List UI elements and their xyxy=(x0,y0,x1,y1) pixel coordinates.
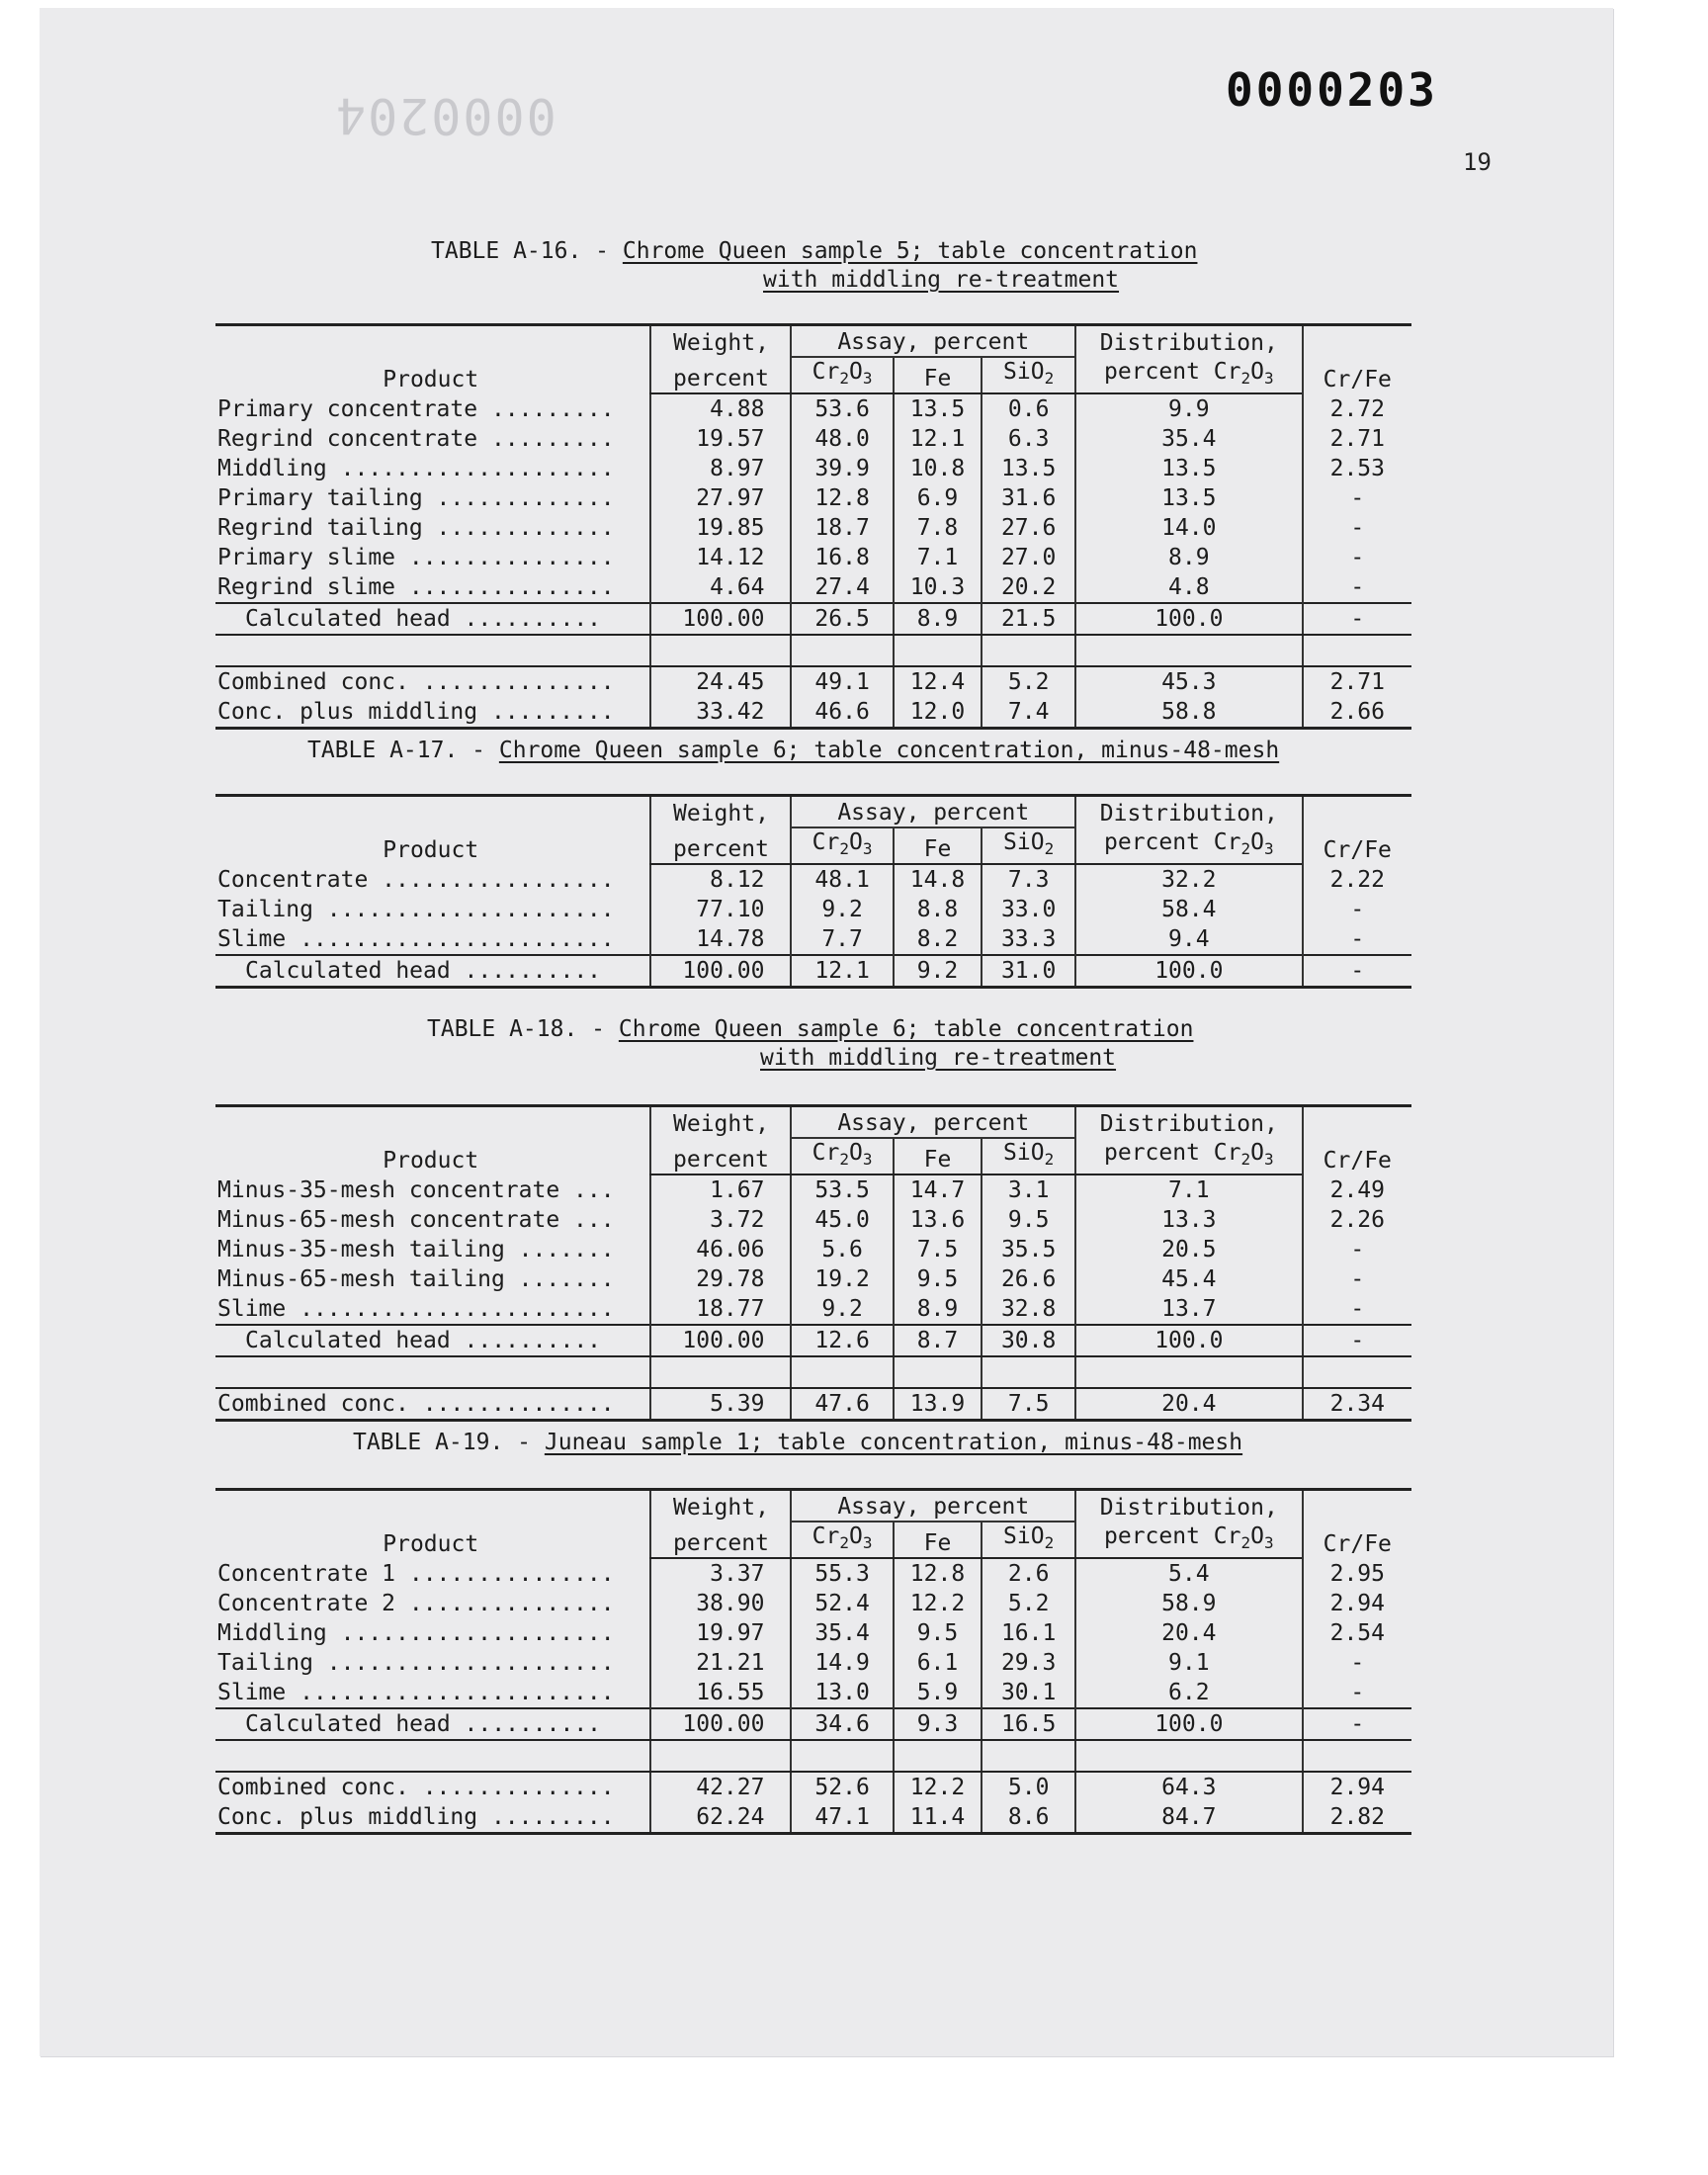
cell-weight: 18.77 xyxy=(650,1294,791,1325)
cell-cr2o3: 34.6 xyxy=(791,1708,893,1740)
cell-product: Concentrate 2 ............... xyxy=(217,1591,615,1616)
cell-product: Regrind concentrate ......... xyxy=(217,426,615,452)
table-row xyxy=(215,483,1411,513)
data-table-a-18 xyxy=(215,1104,1411,1422)
cell-product: Minus-65-mesh tailing ....... xyxy=(217,1266,615,1292)
cell-fe: 13.6 xyxy=(894,1205,982,1235)
cell-sio2: 6.3 xyxy=(982,424,1075,454)
header-weight-unit: percent xyxy=(650,357,791,393)
table-row-calculated-head xyxy=(215,1325,1411,1356)
table-divider xyxy=(215,1356,1411,1388)
cell-distribution: 58.4 xyxy=(1075,895,1303,924)
cell-weight: 14.78 xyxy=(650,924,791,955)
table-row xyxy=(215,424,1411,454)
cell-product: Calculated head .......... xyxy=(215,955,650,988)
table-row-calculated-head xyxy=(215,603,1411,635)
table-row xyxy=(215,1235,1411,1264)
cell-fe: 14.8 xyxy=(894,864,982,895)
table-caption-prefix: TABLE A-18. - xyxy=(427,1016,619,1042)
header-weight: Weight, xyxy=(650,1490,791,1522)
cell-crfe: - xyxy=(1303,955,1411,988)
table-row xyxy=(215,1558,1411,1589)
cell-crfe: 2.34 xyxy=(1303,1388,1411,1421)
cell-distribution: 14.0 xyxy=(1075,513,1303,543)
cell-sio2: 5.0 xyxy=(982,1772,1075,1802)
table-caption-title: Chrome Queen sample 6; table concentration xyxy=(618,1016,1194,1042)
header-sio2: SiO$_2$ xyxy=(982,827,1075,864)
cell-product: Minus-35-mesh tailing ....... xyxy=(217,1237,615,1262)
data-table-a-19 xyxy=(215,1488,1411,1835)
cell-fe: 7.1 xyxy=(894,543,982,572)
cell-fe: 14.7 xyxy=(894,1174,982,1205)
cell-fe: 11.4 xyxy=(894,1802,982,1834)
cell-crfe: - xyxy=(1303,483,1411,513)
cell-product: Regrind tailing ............. xyxy=(217,515,615,541)
cell-fe: 13.9 xyxy=(894,1388,982,1421)
table-row-calculated-head xyxy=(215,955,1411,988)
header-assay: Assay, percent xyxy=(791,1490,1075,1522)
cell-distribution: 100.0 xyxy=(1075,603,1303,635)
header-fe: Fe xyxy=(894,827,982,864)
cell-product: Primary concentrate ......... xyxy=(217,395,615,422)
cell-product: Conc. plus middling ......... xyxy=(215,697,650,729)
cell-distribution: 100.0 xyxy=(1075,1325,1303,1356)
cell-crfe: - xyxy=(1303,895,1411,924)
table-row xyxy=(215,1589,1411,1618)
cell-weight: 4.88 xyxy=(650,393,791,424)
table-caption-title-line2: with middling re-treatment xyxy=(760,1045,1117,1071)
cell-fe: 12.4 xyxy=(894,666,982,697)
cell-crfe: - xyxy=(1303,1708,1411,1740)
table-row xyxy=(215,572,1411,603)
table-row-summary xyxy=(215,1388,1411,1421)
cell-crfe: - xyxy=(1303,924,1411,955)
cell-cr2o3: 12.6 xyxy=(791,1325,893,1356)
header-distribution: Distribution, xyxy=(1075,1106,1303,1139)
table-caption-prefix: TABLE A-17. - xyxy=(307,738,499,763)
header-distribution-unit: percent $Cr_2O_3$ xyxy=(1075,357,1303,393)
cell-crfe: 2.53 xyxy=(1303,454,1411,483)
cell-sio2: 31.6 xyxy=(982,483,1075,513)
cell-product: Combined conc. .............. xyxy=(217,669,615,695)
cell-weight: 33.42 xyxy=(650,697,791,729)
header-product: Product xyxy=(215,1490,650,1559)
table-divider xyxy=(215,635,1411,666)
cell-sio2: 0.6 xyxy=(982,393,1075,424)
cell-distribution: 9.9 xyxy=(1075,393,1303,424)
header-weight-unit: percent xyxy=(650,827,791,864)
cell-fe: 6.1 xyxy=(894,1648,982,1678)
data-table-a-17 xyxy=(215,794,1411,989)
cell-weight: 19.97 xyxy=(650,1618,791,1648)
cell-cr2o3: 48.0 xyxy=(791,424,893,454)
cell-distribution: 45.3 xyxy=(1075,666,1303,697)
cell-sio2: 3.1 xyxy=(982,1174,1075,1205)
cell-product: Conc. plus middling ......... xyxy=(215,1802,650,1834)
cell-crfe: 2.71 xyxy=(1303,424,1411,454)
cell-sio2: 30.1 xyxy=(982,1678,1075,1708)
cell-crfe: 2.72 xyxy=(1303,393,1411,424)
cell-sio2: 21.5 xyxy=(982,603,1075,635)
table-row xyxy=(215,895,1411,924)
cell-fe: 6.9 xyxy=(894,483,982,513)
table-row xyxy=(215,864,1411,895)
cell-sio2: 7.4 xyxy=(982,697,1075,729)
cell-sio2: 9.5 xyxy=(982,1205,1075,1235)
cell-crfe: - xyxy=(1303,1648,1411,1678)
cell-sio2: 33.0 xyxy=(982,895,1075,924)
cell-cr2o3: 9.2 xyxy=(791,1294,893,1325)
cell-weight: 77.10 xyxy=(650,895,791,924)
cell-distribution: 100.0 xyxy=(1075,1708,1303,1740)
cell-cr2o3: 35.4 xyxy=(791,1618,893,1648)
cell-weight: 3.72 xyxy=(650,1205,791,1235)
cell-product: Calculated head .......... xyxy=(215,603,650,635)
cell-crfe: - xyxy=(1303,603,1411,635)
cell-product: Minus-35-mesh concentrate ... xyxy=(217,1176,615,1203)
table-row xyxy=(215,1205,1411,1235)
cell-distribution: 8.9 xyxy=(1075,543,1303,572)
cell-cr2o3: 26.5 xyxy=(791,603,893,635)
cell-fe: 7.5 xyxy=(894,1235,982,1264)
header-weight-unit: percent xyxy=(650,1522,791,1558)
header-assay: Assay, percent xyxy=(791,796,1075,828)
header-product: Product xyxy=(215,325,650,394)
cell-product: Tailing ..................... xyxy=(217,1650,615,1676)
cell-fe: 9.2 xyxy=(894,955,982,988)
cell-sio2: 7.5 xyxy=(982,1388,1075,1421)
cell-product: Primary tailing ............. xyxy=(217,485,615,511)
cell-weight: 62.24 xyxy=(650,1802,791,1834)
table-row-calculated-head xyxy=(215,1708,1411,1740)
cell-cr2o3: 49.1 xyxy=(791,666,893,697)
table-row xyxy=(215,454,1411,483)
cell-distribution: 32.2 xyxy=(1075,864,1303,895)
table-caption-title: Chrome Queen sample 5; table concentration xyxy=(622,238,1198,264)
cell-distribution: 13.3 xyxy=(1075,1205,1303,1235)
cell-product: Combined conc. .............. xyxy=(217,1775,615,1800)
cell-distribution: 4.8 xyxy=(1075,572,1303,603)
page-number: 19 xyxy=(1463,148,1492,176)
bleed-through-number: 0000204 xyxy=(334,87,556,144)
header-fe: Fe xyxy=(894,1138,982,1174)
cell-product: Calculated head .......... xyxy=(215,1325,650,1356)
cell-cr2o3: 39.9 xyxy=(791,454,893,483)
cell-sio2: 35.5 xyxy=(982,1235,1075,1264)
cell-product: Calculated head .......... xyxy=(215,1708,650,1740)
cell-sio2: 13.5 xyxy=(982,454,1075,483)
cell-product: Slime ....................... xyxy=(217,1680,615,1705)
cell-distribution: 64.3 xyxy=(1075,1772,1303,1802)
cell-cr2o3: 47.6 xyxy=(791,1388,893,1421)
cell-sio2: 29.3 xyxy=(982,1648,1075,1678)
table-row-summary xyxy=(215,697,1411,729)
cell-fe: 9.5 xyxy=(894,1264,982,1294)
cell-distribution: 58.8 xyxy=(1075,697,1303,729)
cell-crfe: 2.54 xyxy=(1303,1618,1411,1648)
cell-distribution: 58.9 xyxy=(1075,1589,1303,1618)
table-row xyxy=(215,1648,1411,1678)
cell-crfe: 2.26 xyxy=(1303,1205,1411,1235)
cell-cr2o3: 53.5 xyxy=(791,1174,893,1205)
header-distribution-unit: percent $Cr_2O_3$ xyxy=(1075,1138,1303,1174)
table-divider xyxy=(215,1740,1411,1772)
cell-sio2: 33.3 xyxy=(982,924,1075,955)
cell-cr2o3: 14.9 xyxy=(791,1648,893,1678)
header-weight: Weight, xyxy=(650,1106,791,1139)
cell-distribution: 7.1 xyxy=(1075,1174,1303,1205)
table-caption-title: Juneau sample 1; table concentration, minus-48-mesh xyxy=(544,1430,1243,1455)
cell-distribution: 5.4 xyxy=(1075,1558,1303,1589)
cell-crfe: 2.71 xyxy=(1303,666,1411,697)
cell-fe: 12.2 xyxy=(894,1589,982,1618)
cell-cr2o3: 46.6 xyxy=(791,697,893,729)
cell-fe: 10.3 xyxy=(894,572,982,603)
cell-crfe: 2.94 xyxy=(1303,1772,1411,1802)
cell-distribution: 20.4 xyxy=(1075,1618,1303,1648)
cell-cr2o3: 13.0 xyxy=(791,1678,893,1708)
cell-weight: 100.00 xyxy=(650,1708,791,1740)
cell-cr2o3: 12.8 xyxy=(791,483,893,513)
header-fe: Fe xyxy=(894,357,982,393)
cell-product: Primary slime ............... xyxy=(217,545,615,570)
cell-cr2o3: 9.2 xyxy=(791,895,893,924)
table-row xyxy=(215,1264,1411,1294)
cell-weight: 100.00 xyxy=(650,955,791,988)
header-distribution-unit: percent $Cr_2O_3$ xyxy=(1075,827,1303,864)
cell-fe: 9.5 xyxy=(894,1618,982,1648)
header-cr2o3: $Cr_2O_3$ xyxy=(791,357,893,393)
cell-crfe: 2.22 xyxy=(1303,864,1411,895)
header-cr2o3: $Cr_2O_3$ xyxy=(791,827,893,864)
header-distribution-unit: percent $Cr_2O_3$ xyxy=(1075,1522,1303,1558)
cell-distribution: 13.5 xyxy=(1075,454,1303,483)
table-row-summary xyxy=(215,1802,1411,1834)
cell-product: Combined conc. .............. xyxy=(215,1388,650,1421)
cell-fe: 8.9 xyxy=(894,603,982,635)
cell-crfe: - xyxy=(1303,572,1411,603)
cell-crfe: 2.49 xyxy=(1303,1174,1411,1205)
cell-cr2o3: 53.6 xyxy=(791,393,893,424)
cell-cr2o3: 48.1 xyxy=(791,864,893,895)
cell-cr2o3: 52.4 xyxy=(791,1589,893,1618)
cell-distribution: 13.7 xyxy=(1075,1294,1303,1325)
header-distribution: Distribution, xyxy=(1075,1490,1303,1522)
header-cr2o3: $Cr_2O_3$ xyxy=(791,1138,893,1174)
cell-weight: 42.27 xyxy=(650,1772,791,1802)
cell-sio2: 16.1 xyxy=(982,1618,1075,1648)
cell-crfe: 2.95 xyxy=(1303,1558,1411,1589)
cell-product: Concentrate ................. xyxy=(217,866,615,893)
cell-sio2: 30.8 xyxy=(982,1325,1075,1356)
cell-distribution: 9.1 xyxy=(1075,1648,1303,1678)
cell-weight: 8.12 xyxy=(650,864,791,895)
cell-weight: 29.78 xyxy=(650,1264,791,1294)
cell-cr2o3: 12.1 xyxy=(791,955,893,988)
header-assay: Assay, percent xyxy=(791,1106,1075,1139)
cell-cr2o3: 45.0 xyxy=(791,1205,893,1235)
cell-cr2o3: 55.3 xyxy=(791,1558,893,1589)
table-row-summary xyxy=(215,666,1411,697)
cell-fe: 8.2 xyxy=(894,924,982,955)
cell-weight: 14.12 xyxy=(650,543,791,572)
table-row xyxy=(215,924,1411,955)
cell-distribution: 20.4 xyxy=(1075,1388,1303,1421)
cell-sio2: 16.5 xyxy=(982,1708,1075,1740)
cell-crfe: - xyxy=(1303,1325,1411,1356)
cell-cr2o3: 19.2 xyxy=(791,1264,893,1294)
cell-crfe: 2.94 xyxy=(1303,1589,1411,1618)
table-row xyxy=(215,1294,1411,1325)
header-weight: Weight, xyxy=(650,796,791,828)
cell-sio2: 32.8 xyxy=(982,1294,1075,1325)
table-row xyxy=(215,543,1411,572)
cell-weight: 4.64 xyxy=(650,572,791,603)
cell-product: Minus-65-mesh concentrate ... xyxy=(217,1207,615,1233)
header-distribution: Distribution, xyxy=(1075,325,1303,358)
cell-sio2: 8.6 xyxy=(982,1802,1075,1834)
cell-weight: 3.37 xyxy=(650,1558,791,1589)
cell-sio2: 27.6 xyxy=(982,513,1075,543)
cell-weight: 100.00 xyxy=(650,1325,791,1356)
cell-weight: 19.57 xyxy=(650,424,791,454)
cell-distribution: 100.0 xyxy=(1075,955,1303,988)
cell-fe: 12.0 xyxy=(894,697,982,729)
table-row xyxy=(215,1174,1411,1205)
cell-product: Slime ....................... xyxy=(217,1296,615,1322)
cell-distribution: 6.2 xyxy=(1075,1678,1303,1708)
cell-sio2: 7.3 xyxy=(982,864,1075,895)
header-assay: Assay, percent xyxy=(791,325,1075,358)
header-weight-unit: percent xyxy=(650,1138,791,1174)
cell-fe: 8.7 xyxy=(894,1325,982,1356)
header-crfe: Cr/Fe xyxy=(1303,1106,1411,1175)
cell-fe: 7.8 xyxy=(894,513,982,543)
header-crfe: Cr/Fe xyxy=(1303,1490,1411,1559)
cell-sio2: 5.2 xyxy=(982,666,1075,697)
cell-fe: 10.8 xyxy=(894,454,982,483)
table-row xyxy=(215,393,1411,424)
cell-weight: 1.67 xyxy=(650,1174,791,1205)
cell-crfe: - xyxy=(1303,1264,1411,1294)
table-row xyxy=(215,513,1411,543)
header-sio2: SiO$_2$ xyxy=(982,1138,1075,1174)
table-caption-prefix: TABLE A-19. - xyxy=(353,1430,545,1455)
cell-fe: 9.3 xyxy=(894,1708,982,1740)
header-product: Product xyxy=(215,796,650,865)
cell-weight: 24.45 xyxy=(650,666,791,697)
cell-product: Regrind slime ............... xyxy=(217,574,615,600)
cell-weight: 16.55 xyxy=(650,1678,791,1708)
cell-distribution: 84.7 xyxy=(1075,1802,1303,1834)
cell-product: Concentrate 1 ............... xyxy=(217,1560,615,1587)
cell-weight: 19.85 xyxy=(650,513,791,543)
table-caption-title: Chrome Queen sample 6; table concentration, minus-48-mesh xyxy=(498,738,1280,763)
header-cr2o3: $Cr_2O_3$ xyxy=(791,1522,893,1558)
data-table-a-16 xyxy=(215,323,1411,730)
table-caption-title-line2: with middling re-treatment xyxy=(763,267,1120,293)
header-sio2: SiO$_2$ xyxy=(982,1522,1075,1558)
cell-crfe: - xyxy=(1303,1235,1411,1264)
header-crfe: Cr/Fe xyxy=(1303,796,1411,865)
cell-cr2o3: 18.7 xyxy=(791,513,893,543)
header-crfe: Cr/Fe xyxy=(1303,325,1411,394)
header-sio2: SiO$_2$ xyxy=(982,357,1075,393)
header-product: Product xyxy=(215,1106,650,1175)
cell-crfe: - xyxy=(1303,543,1411,572)
cell-product: Middling .................... xyxy=(217,456,615,481)
cell-cr2o3: 5.6 xyxy=(791,1235,893,1264)
cell-product: Tailing ..................... xyxy=(217,897,615,922)
cell-fe: 12.2 xyxy=(894,1772,982,1802)
cell-fe: 8.9 xyxy=(894,1294,982,1325)
cell-distribution: 13.5 xyxy=(1075,483,1303,513)
header-fe: Fe xyxy=(894,1522,982,1558)
cell-cr2o3: 27.4 xyxy=(791,572,893,603)
cell-sio2: 20.2 xyxy=(982,572,1075,603)
cell-weight: 27.97 xyxy=(650,483,791,513)
cell-cr2o3: 16.8 xyxy=(791,543,893,572)
cell-crfe: 2.82 xyxy=(1303,1802,1411,1834)
document-number: 0000203 xyxy=(1226,63,1438,117)
cell-distribution: 9.4 xyxy=(1075,924,1303,955)
cell-fe: 12.1 xyxy=(894,424,982,454)
table-row-summary xyxy=(215,1772,1411,1802)
cell-distribution: 35.4 xyxy=(1075,424,1303,454)
cell-crfe: - xyxy=(1303,1678,1411,1708)
cell-fe: 12.8 xyxy=(894,1558,982,1589)
cell-fe: 5.9 xyxy=(894,1678,982,1708)
cell-fe: 13.5 xyxy=(894,393,982,424)
cell-crfe: - xyxy=(1303,513,1411,543)
cell-cr2o3: 7.7 xyxy=(791,924,893,955)
cell-crfe: 2.66 xyxy=(1303,697,1411,729)
header-distribution: Distribution, xyxy=(1075,796,1303,828)
cell-sio2: 2.6 xyxy=(982,1558,1075,1589)
cell-product: Middling .................... xyxy=(217,1620,615,1646)
cell-sio2: 27.0 xyxy=(982,543,1075,572)
table-row xyxy=(215,1678,1411,1708)
cell-fe: 8.8 xyxy=(894,895,982,924)
cell-weight: 8.97 xyxy=(650,454,791,483)
cell-weight: 100.00 xyxy=(650,603,791,635)
header-weight: Weight, xyxy=(650,325,791,358)
table-caption-prefix: TABLE A-16. - xyxy=(431,238,623,264)
table-row xyxy=(215,1618,1411,1648)
cell-distribution: 45.4 xyxy=(1075,1264,1303,1294)
cell-weight: 5.39 xyxy=(650,1388,791,1421)
cell-weight: 21.21 xyxy=(650,1648,791,1678)
cell-product: Slime ....................... xyxy=(217,926,615,952)
cell-weight: 46.06 xyxy=(650,1235,791,1264)
cell-cr2o3: 52.6 xyxy=(791,1772,893,1802)
cell-distribution: 20.5 xyxy=(1075,1235,1303,1264)
cell-cr2o3: 47.1 xyxy=(791,1802,893,1834)
cell-weight: 38.90 xyxy=(650,1589,791,1618)
cell-sio2: 5.2 xyxy=(982,1589,1075,1618)
cell-sio2: 26.6 xyxy=(982,1264,1075,1294)
cell-sio2: 31.0 xyxy=(982,955,1075,988)
cell-crfe: - xyxy=(1303,1294,1411,1325)
